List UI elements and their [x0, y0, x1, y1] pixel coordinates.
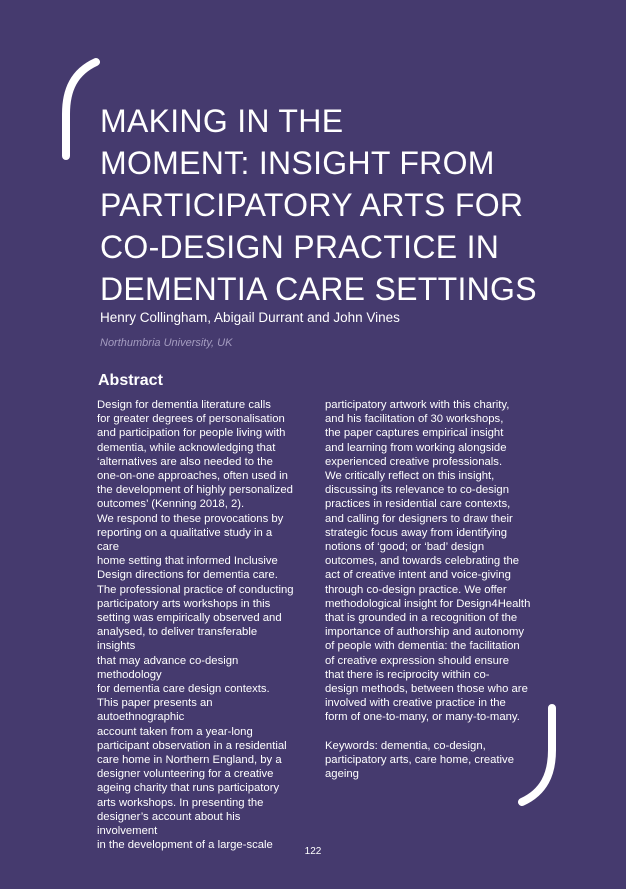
abstract-paragraph: Design for dementia literature calls for greater degrees of personalisation and participation for people living with dementia, while acknowledging that ‘alternatives are also needed to the one-on-one approaches, often used in the development of highly personalized outcomes’ (Kenning 2018, 2).	[97, 399, 293, 511]
paper-title: MAKING IN THE MOMENT: INSIGHT FROM PARTICIPATORY ARTS FOR CO-DESIGN PRACTICE IN DEMENTIA CARE SETTINGS	[100, 103, 537, 307]
abstract-heading: Abstract	[98, 372, 163, 389]
keywords: Keywords: dementia, co-design, participatory arts, care home, creative ageing	[325, 739, 514, 781]
abstract-paragraph: This paper presents an autoethnographic account taken from a year-long participant observation in a residential care home in Northern England, by a designer volunteering for a creative ageing charity that runs participatory arts workshops. In presenting the designer’s account about his involvement in the development of a large-scale	[97, 697, 287, 852]
abstract-paragraph: The professional practice of conducting participatory arts workshops in this setting was empirically observed and analysed, to deliver transferable insights that may advance co-design methodology for dementia care design contexts.	[97, 583, 294, 696]
abstract-left-column	[97, 398, 297, 853]
paper-authors: Henry Collingham, Abigail Durrant and John Vines	[100, 310, 400, 325]
opening-bracket-decoration	[58, 56, 102, 160]
paper-affiliation: Northumbria University, UK	[100, 337, 233, 349]
abstract-paragraph: We critically reflect on this insight, discussing its relevance to co-design practices in residential care contexts, and calling for designers to draw their strategic focus away from identifying notions of ‘good; or ‘bad’ design outcomes, and towards celebrating the act of creative intent and voice-giving through co-design practice. We offer methodological insight for Design4Health that is grounded in a recognition of the importance of authorship and autonomy of people with dementia: the facilitation of creative expression should ensure that there is reciprocity within co- design methods, between those who are involved with creative practice in the form of one-to-many, or many-to-many.	[325, 470, 531, 724]
page-number: 122	[304, 846, 322, 857]
abstract-paragraph: participatory artwork with this charity, and his facilitation of 30 workshops, the paper captures empirical insight and learning from working alongside experienced creative professionals.	[325, 399, 510, 468]
abstract-right-column	[325, 398, 531, 781]
closing-bracket-decoration	[516, 704, 560, 808]
abstract-paragraph: We respond to these provocations by reporting on a qualitative study in a care home setting that informed Inclusive Design directions for dementia care.	[97, 512, 284, 582]
